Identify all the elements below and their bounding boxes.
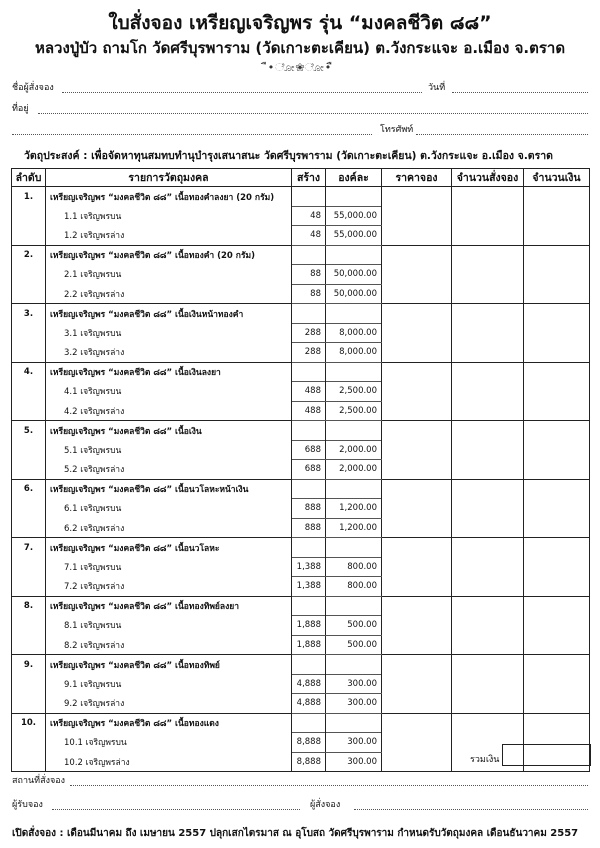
group-number: 10. (12, 713, 46, 733)
row-number-cell (12, 226, 46, 246)
item-price: 50,000.00 (326, 284, 382, 304)
address-label: ที่อยู่ (12, 104, 29, 114)
item-price: 2,000.00 (326, 440, 382, 460)
order-price-cell[interactable] (382, 655, 452, 675)
row-number-cell (12, 284, 46, 304)
group-number: 8. (12, 596, 46, 616)
order-qty-cell[interactable] (452, 401, 524, 421)
item-price: 2,500.00 (326, 401, 382, 421)
group-title: เหรียญเจริญพร “มงคลชีวิต ๘๘” เนื้อนวโลหะหน้าเงิน (46, 479, 292, 499)
amount-cell[interactable] (524, 206, 590, 226)
table-group-row (12, 538, 590, 558)
amount-cell[interactable] (524, 713, 590, 733)
amount-cell[interactable] (524, 694, 590, 714)
item-name: 4.2 เจริญพรล่าง (46, 401, 292, 421)
order-qty-cell[interactable] (452, 343, 524, 363)
order-qty-cell[interactable] (452, 304, 524, 324)
table-row (12, 265, 590, 285)
amount-cell[interactable] (524, 538, 590, 558)
group-title: เหรียญเจริญพร “มงคลชีวิต ๘๘” เนื้อเงิน (46, 421, 292, 441)
price-cell (326, 421, 382, 441)
item-price: 300.00 (326, 694, 382, 714)
item-made-qty: 888 (292, 499, 326, 519)
item-name: 3.2 เจริญพรล่าง (46, 343, 292, 363)
order-price-cell[interactable] (382, 206, 452, 226)
made-cell (292, 187, 326, 207)
item-price: 55,000.00 (326, 206, 382, 226)
item-name: 9.2 เจริญพรล่าง (46, 694, 292, 714)
amount-cell[interactable] (524, 265, 590, 285)
order-price-cell[interactable] (382, 733, 452, 753)
table-group-row (12, 713, 590, 733)
col-header-order-qty: จำนวนสั่งจอง (452, 169, 524, 187)
amount-cell[interactable] (524, 362, 590, 382)
order-qty-cell[interactable] (452, 713, 524, 733)
order-price-cell[interactable] (382, 694, 452, 714)
order-price-cell[interactable] (382, 304, 452, 324)
item-price: 800.00 (326, 557, 382, 577)
row-number-cell (12, 323, 46, 343)
row-number-cell (12, 206, 46, 226)
item-price: 8,000.00 (326, 323, 382, 343)
date-label: วันที่ (428, 83, 446, 93)
table-row (12, 440, 590, 460)
order-qty-cell[interactable] (452, 226, 524, 246)
row-number-cell (12, 752, 46, 772)
item-made-qty: 48 (292, 226, 326, 246)
table-row (12, 206, 590, 226)
group-number: 2. (12, 245, 46, 265)
purpose-text: วัตถุประสงค์ : เพื่อจัดหาทุนสมทบทำนุบำรุงเสนาสนะ วัดศรีบุรพาราม (วัดเกาะตะเคียน) ต.วังกระแจะ อ.เมือง จ.ตราด (24, 150, 553, 162)
amount-cell[interactable] (524, 577, 590, 597)
amount-cell[interactable] (524, 460, 590, 480)
order-price-cell[interactable] (382, 187, 452, 207)
item-made-qty: 488 (292, 382, 326, 402)
order-price-cell[interactable] (382, 596, 452, 616)
table-group-row (12, 362, 590, 382)
name-field[interactable] (62, 92, 422, 93)
table-group-row (12, 655, 590, 675)
row-number-cell (12, 577, 46, 597)
item-made-qty: 88 (292, 265, 326, 285)
item-made-qty: 1,888 (292, 635, 326, 655)
order-qty-cell[interactable] (452, 577, 524, 597)
price-cell (326, 713, 382, 733)
amount-cell[interactable] (524, 421, 590, 441)
order-qty-cell[interactable] (452, 460, 524, 480)
made-cell (292, 538, 326, 558)
group-title: เหรียญเจริญพร “มงคลชีวิต ๘๘” เนื้อทองคำลงยา (20 กรัม) (46, 187, 292, 207)
amount-cell[interactable] (524, 518, 590, 538)
place-label: สถานที่สั่งจอง (12, 776, 66, 786)
table-row (12, 343, 590, 363)
amount-cell[interactable] (524, 226, 590, 246)
price-cell (326, 245, 382, 265)
row-number-cell (12, 616, 46, 636)
phone-field[interactable] (416, 134, 588, 135)
made-cell (292, 713, 326, 733)
order-price-cell[interactable] (382, 265, 452, 285)
item-made-qty: 1,888 (292, 616, 326, 636)
price-cell (326, 538, 382, 558)
order-qty-cell[interactable] (452, 694, 524, 714)
form-title: ใบสั่งจอง เหรียญเจริญพร รุ่น “มงคลชีวิต ๘๘” (108, 12, 492, 34)
row-number-cell (12, 694, 46, 714)
price-cell (326, 362, 382, 382)
order-table (11, 168, 590, 772)
name-label: ชื่อผู้สั่งจอง (12, 83, 54, 93)
group-number: 4. (12, 362, 46, 382)
item-made-qty: 8,888 (292, 733, 326, 753)
order-qty-cell[interactable] (452, 655, 524, 675)
group-title: เหรียญเจริญพร “มงคลชีวิต ๘๘” เนื้อเงินหน้าทองคำ (46, 304, 292, 324)
item-price: 2,000.00 (326, 460, 382, 480)
price-cell (326, 655, 382, 675)
item-price: 300.00 (326, 674, 382, 694)
table-group-row (12, 421, 590, 441)
item-price: 55,000.00 (326, 226, 382, 246)
item-name: 9.1 เจริญพรบน (46, 674, 292, 694)
order-price-cell[interactable] (382, 226, 452, 246)
table-group-row (12, 245, 590, 265)
group-title: เหรียญเจริญพร “มงคลชีวิต ๘๘” เนื้อนวโลหะ (46, 538, 292, 558)
row-number-cell (12, 518, 46, 538)
name-date-row (12, 80, 588, 96)
item-name: 10.2 เจริญพรล่าง (46, 752, 292, 772)
table-row (12, 323, 590, 343)
order-price-cell[interactable] (382, 323, 452, 343)
order-price-cell[interactable] (382, 577, 452, 597)
table-row (12, 460, 590, 480)
table-header-row (12, 169, 590, 187)
amount-cell[interactable] (524, 440, 590, 460)
order-price-cell[interactable] (382, 343, 452, 363)
order-price-cell[interactable] (382, 752, 452, 772)
table-group-row (12, 304, 590, 324)
phone-row (12, 122, 588, 138)
item-made-qty: 488 (292, 401, 326, 421)
price-cell (326, 187, 382, 207)
item-made-qty: 4,888 (292, 674, 326, 694)
item-made-qty: 1,388 (292, 577, 326, 597)
order-price-cell[interactable] (382, 499, 452, 519)
order-price-cell[interactable] (382, 284, 452, 304)
group-number: 7. (12, 538, 46, 558)
table-group-row (12, 596, 590, 616)
item-price: 1,200.00 (326, 518, 382, 538)
item-price: 50,000.00 (326, 265, 382, 285)
table-row (12, 401, 590, 421)
table-row (12, 226, 590, 246)
order-qty-cell[interactable] (452, 265, 524, 285)
place-field[interactable] (70, 785, 588, 786)
order-qty-cell[interactable] (452, 538, 524, 558)
made-cell (292, 479, 326, 499)
col-header-made: สร้าง (292, 169, 326, 187)
place-row (12, 773, 588, 789)
group-title: เหรียญเจริญพร “มงคลชีวิต ๘๘” เนื้อทองแดง (46, 713, 292, 733)
made-cell (292, 655, 326, 675)
col-header-price-each: องค์ละ (326, 169, 382, 187)
amount-cell[interactable] (524, 616, 590, 636)
item-made-qty: 288 (292, 323, 326, 343)
item-name: 10.1 เจริญพรบน (46, 733, 292, 753)
address-field[interactable] (38, 113, 588, 114)
order-price-cell[interactable] (382, 674, 452, 694)
col-header-amount: จำนวนเงิน (524, 169, 590, 187)
item-name: 2.2 เจริญพรล่าง (46, 284, 292, 304)
price-cell (326, 479, 382, 499)
receiver-label: ผู้รับจอง (12, 800, 43, 810)
order-qty-cell[interactable] (452, 362, 524, 382)
item-name: 2.1 เจริญพรบน (46, 265, 292, 285)
item-price: 500.00 (326, 635, 382, 655)
order-qty-cell[interactable] (452, 323, 524, 343)
order-qty-cell[interactable] (452, 479, 524, 499)
item-name: 8.1 เจริญพรบน (46, 616, 292, 636)
table-row (12, 674, 590, 694)
table-row (12, 557, 590, 577)
address-row (12, 101, 588, 117)
date-field[interactable] (452, 92, 588, 93)
table-row (12, 284, 590, 304)
item-price: 300.00 (326, 733, 382, 753)
amount-cell[interactable] (524, 401, 590, 421)
price-cell (326, 304, 382, 324)
made-cell (292, 304, 326, 324)
order-price-cell[interactable] (382, 538, 452, 558)
amount-cell[interactable] (524, 187, 590, 207)
table-row (12, 616, 590, 636)
amount-cell[interactable] (524, 655, 590, 675)
order-price-cell[interactable] (382, 479, 452, 499)
item-made-qty: 48 (292, 206, 326, 226)
order-price-cell[interactable] (382, 635, 452, 655)
item-price: 800.00 (326, 577, 382, 597)
table-row (12, 577, 590, 597)
order-price-cell[interactable] (382, 557, 452, 577)
order-qty-cell[interactable] (452, 440, 524, 460)
row-number-cell (12, 557, 46, 577)
amount-cell[interactable] (524, 323, 590, 343)
row-number-cell (12, 265, 46, 285)
item-name: 7.1 เจริญพรบน (46, 557, 292, 577)
table-row (12, 518, 590, 538)
order-qty-cell[interactable] (452, 674, 524, 694)
table-row (12, 499, 590, 519)
row-number-cell (12, 733, 46, 753)
amount-cell[interactable] (524, 479, 590, 499)
address-field-2[interactable] (12, 134, 372, 135)
order-qty-cell[interactable] (452, 245, 524, 265)
order-price-cell[interactable] (382, 713, 452, 733)
order-price-cell[interactable] (382, 518, 452, 538)
item-price: 300.00 (326, 752, 382, 772)
amount-cell[interactable] (524, 284, 590, 304)
amount-cell[interactable] (524, 635, 590, 655)
order-qty-cell[interactable] (452, 518, 524, 538)
row-number-cell (12, 343, 46, 363)
table-row (12, 382, 590, 402)
made-cell (292, 362, 326, 382)
ornament-divider: ื•ೋ❀ೋ•ื (266, 61, 334, 74)
row-number-cell (12, 460, 46, 480)
signature-row (12, 797, 588, 813)
group-number: 5. (12, 421, 46, 441)
item-name: 1.2 เจริญพรล่าง (46, 226, 292, 246)
item-price: 1,200.00 (326, 499, 382, 519)
item-name: 8.2 เจริญพรล่าง (46, 635, 292, 655)
item-name: 5.1 เจริญพรบน (46, 440, 292, 460)
order-qty-cell[interactable] (452, 421, 524, 441)
order-price-cell[interactable] (382, 382, 452, 402)
order-qty-cell[interactable] (452, 382, 524, 402)
col-header-no: ลำดับ (12, 169, 46, 187)
phone-label: โทรศัพท์ (380, 125, 414, 135)
item-made-qty: 1,388 (292, 557, 326, 577)
item-made-qty: 88 (292, 284, 326, 304)
amount-cell[interactable] (524, 343, 590, 363)
table-row (12, 635, 590, 655)
table-group-row (12, 479, 590, 499)
col-header-item: รายการวัตถุมงคล (46, 169, 292, 187)
orderer-field[interactable] (354, 809, 588, 810)
row-number-cell (12, 382, 46, 402)
order-price-cell[interactable] (382, 362, 452, 382)
total-field[interactable] (502, 744, 591, 766)
group-number: 3. (12, 304, 46, 324)
made-cell (292, 596, 326, 616)
order-price-cell[interactable] (382, 421, 452, 441)
order-price-cell[interactable] (382, 616, 452, 636)
order-qty-cell[interactable] (452, 616, 524, 636)
item-price: 500.00 (326, 616, 382, 636)
amount-cell[interactable] (524, 557, 590, 577)
row-number-cell (12, 635, 46, 655)
amount-cell[interactable] (524, 304, 590, 324)
item-made-qty: 288 (292, 343, 326, 363)
order-price-cell[interactable] (382, 460, 452, 480)
amount-cell[interactable] (524, 596, 590, 616)
item-price: 2,500.00 (326, 382, 382, 402)
row-number-cell (12, 401, 46, 421)
group-title: เหรียญเจริญพร “มงคลชีวิต ๘๘” เนื้อทองทิพย์ลงยา (46, 596, 292, 616)
orderer-label: ผู้สั่งจอง (310, 800, 341, 810)
form-subtitle: หลวงปู่บัว ถามโก วัดศรีบุรพาราม (วัดเกาะตะเคียน) ต.วังกระแจะ อ.เมือง จ.ตราด (34, 39, 566, 57)
item-name: 3.1 เจริญพรบน (46, 323, 292, 343)
item-name: 7.2 เจริญพรล่าง (46, 577, 292, 597)
item-name: 6.2 เจริญพรล่าง (46, 518, 292, 538)
item-made-qty: 688 (292, 440, 326, 460)
table-row (12, 694, 590, 714)
receiver-field[interactable] (52, 809, 300, 810)
table-group-row (12, 187, 590, 207)
item-name: 5.2 เจริญพรล่าง (46, 460, 292, 480)
order-qty-cell[interactable] (452, 499, 524, 519)
amount-cell[interactable] (524, 674, 590, 694)
order-price-cell[interactable] (382, 401, 452, 421)
item-name: 1.1 เจริญพรบน (46, 206, 292, 226)
order-qty-cell[interactable] (452, 635, 524, 655)
group-title: เหรียญเจริญพร “มงคลชีวิต ๘๘” เนื้อทองทิพย์ (46, 655, 292, 675)
price-cell (326, 596, 382, 616)
order-qty-cell[interactable] (452, 557, 524, 577)
group-number: 1. (12, 187, 46, 207)
table-body (12, 187, 590, 772)
item-name: 6.1 เจริญพรบน (46, 499, 292, 519)
item-made-qty: 688 (292, 460, 326, 480)
item-made-qty: 8,888 (292, 752, 326, 772)
group-title: เหรียญเจริญพร “มงคลชีวิต ๘๘” เนื้อทองคำ (20 กรัม) (46, 245, 292, 265)
item-made-qty: 4,888 (292, 694, 326, 714)
made-cell (292, 421, 326, 441)
group-title: เหรียญเจริญพร “มงคลชีวิต ๘๘” เนื้อเงินลงยา (46, 362, 292, 382)
item-made-qty: 888 (292, 518, 326, 538)
item-price: 8,000.00 (326, 343, 382, 363)
item-name: 4.1 เจริญพรบน (46, 382, 292, 402)
total-label: รวมเงิน (470, 755, 500, 765)
col-header-order-price: ราคาจอง (382, 169, 452, 187)
row-number-cell (12, 499, 46, 519)
footer-note: เปิดสั่งจอง : เดือนมีนาคม ถึง เมษายน 2557 ปลุกเสกไตรมาส ณ อุโบสถ วัดศรีบุรพาราม กำหนดรับวัตถุมงคล เดือนธันวาคม 2557 (12, 828, 579, 839)
group-number: 6. (12, 479, 46, 499)
order-qty-cell[interactable] (452, 284, 524, 304)
row-number-cell (12, 674, 46, 694)
group-number: 9. (12, 655, 46, 675)
row-number-cell (12, 440, 46, 460)
amount-cell[interactable] (524, 382, 590, 402)
order-qty-cell[interactable] (452, 206, 524, 226)
amount-cell[interactable] (524, 499, 590, 519)
order-qty-cell[interactable] (452, 187, 524, 207)
order-price-cell[interactable] (382, 245, 452, 265)
order-price-cell[interactable] (382, 440, 452, 460)
order-qty-cell[interactable] (452, 596, 524, 616)
amount-cell[interactable] (524, 245, 590, 265)
made-cell (292, 245, 326, 265)
